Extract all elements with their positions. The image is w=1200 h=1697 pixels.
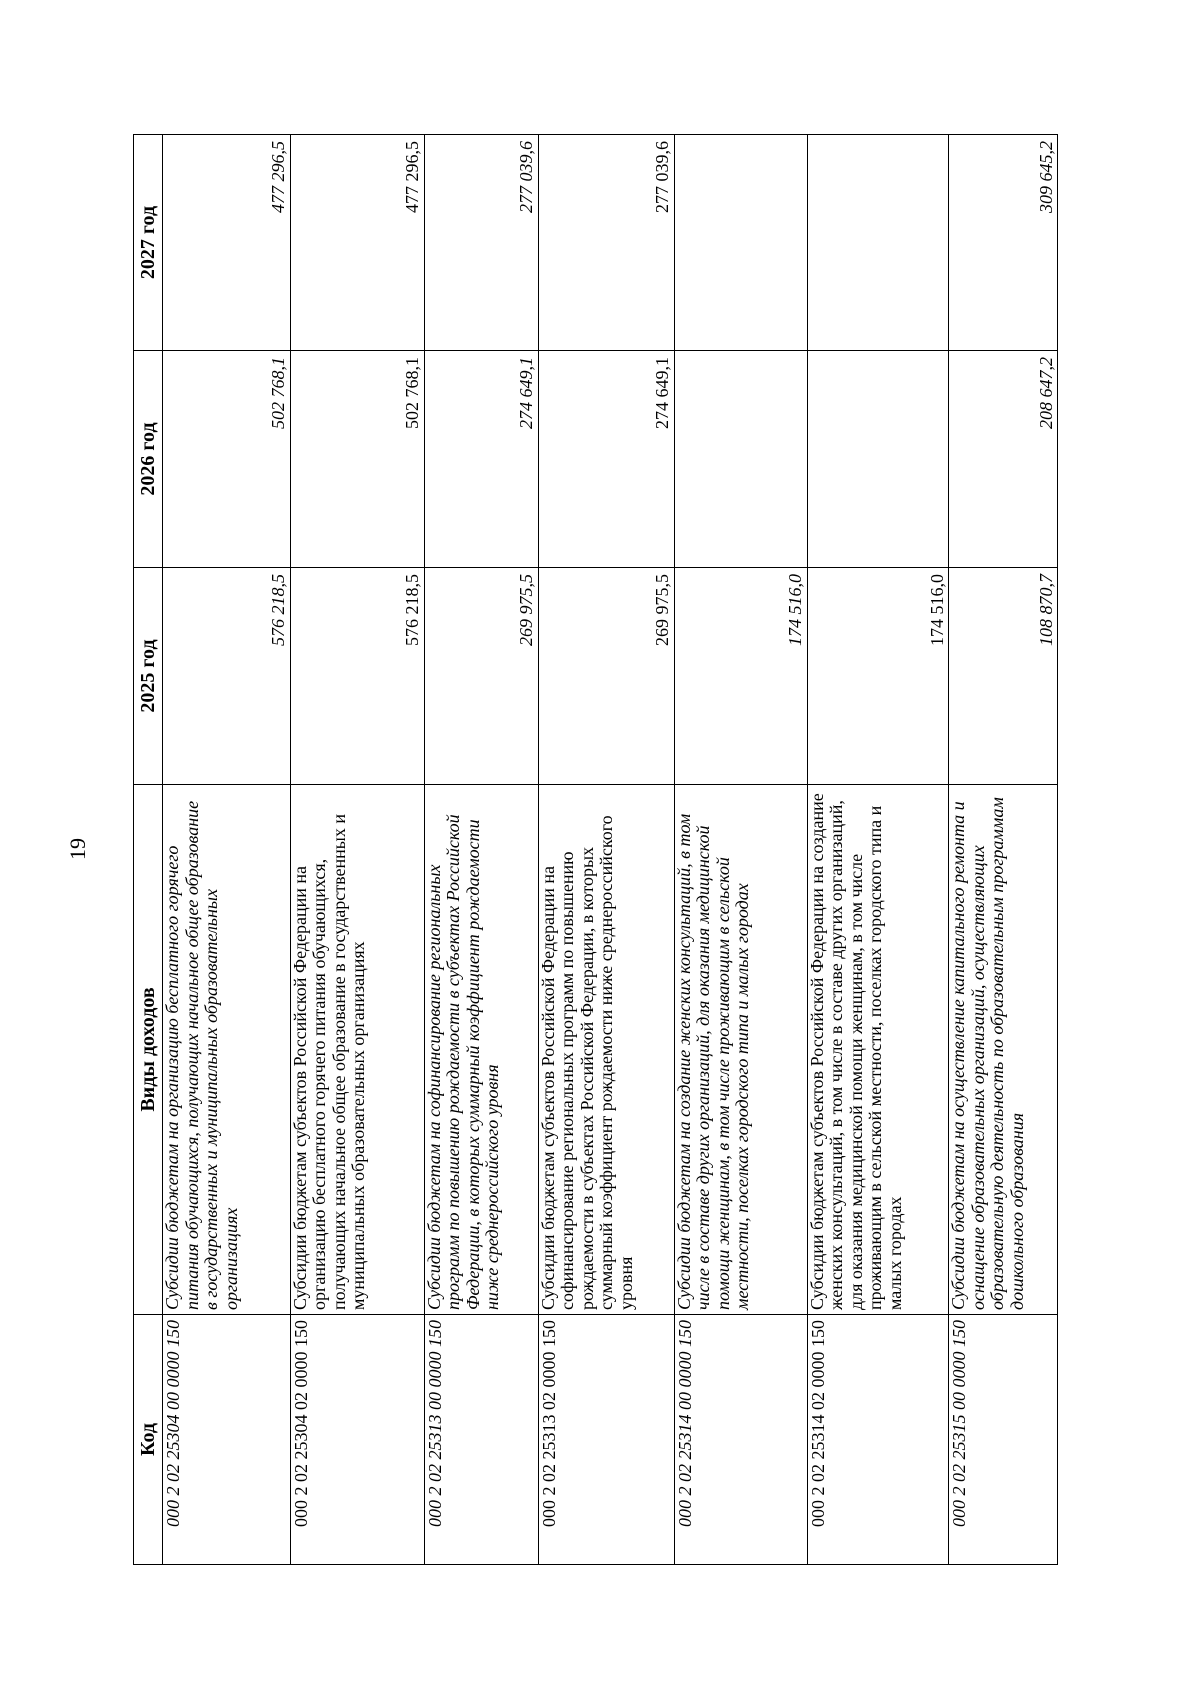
row-value-2027 bbox=[674, 135, 807, 351]
table-header-row bbox=[134, 135, 163, 1565]
table-row bbox=[949, 135, 1058, 1565]
row-value-2026 bbox=[807, 351, 949, 568]
row-value-2027: 477 296,5 bbox=[290, 135, 424, 351]
row-value-2025: 269 975,5 bbox=[424, 568, 538, 785]
row-code: 000 2 02 25314 00 0000 150 bbox=[674, 1315, 807, 1565]
header-code: Код bbox=[134, 1315, 163, 1565]
row-code: 000 2 02 25313 02 0000 150 bbox=[538, 1315, 674, 1565]
row-description: Субсидии бюджетам на организацию бесплатного горячего питания обучающихся, получающих начальное общее образование в государственных и муниципальных образовательных организациях bbox=[163, 785, 291, 1315]
table-row bbox=[290, 135, 424, 1565]
row-value-2026: 274 649,1 bbox=[538, 351, 674, 568]
row-value-2026: 502 768,1 bbox=[163, 351, 291, 568]
rotated-table-container bbox=[133, 135, 1058, 1565]
table-row bbox=[163, 135, 291, 1565]
row-code: 000 2 02 25304 00 0000 150 bbox=[163, 1315, 291, 1565]
row-value-2027: 309 645,2 bbox=[949, 135, 1058, 351]
row-value-2027 bbox=[807, 135, 949, 351]
income-table bbox=[133, 134, 1058, 1565]
row-value-2025: 576 218,5 bbox=[290, 568, 424, 785]
table-row bbox=[674, 135, 807, 1565]
row-description: Субсидии бюджетам на софинансирование региональных программ по повышению рождаемости в субъектах Российской Федерации, в которых суммарный коэффициент рождаемости ниже среднероссийского уровня bbox=[424, 785, 538, 1315]
row-code: 000 2 02 25304 02 0000 150 bbox=[290, 1315, 424, 1565]
row-value-2027: 277 039,6 bbox=[538, 135, 674, 351]
header-description: Виды доходов bbox=[134, 785, 163, 1315]
table-row bbox=[424, 135, 538, 1565]
table-row bbox=[807, 135, 949, 1565]
row-value-2026: 502 768,1 bbox=[290, 351, 424, 568]
row-description: Субсидии бюджетам на создание женских консультаций, в том числе в составе других организаций, для оказания медицинской помощи женщинам, в том числе проживающим в сельской местности, поселках городского типа и малых городах bbox=[674, 785, 807, 1315]
row-value-2026: 274 649,1 bbox=[424, 351, 538, 568]
row-description: Субсидии бюджетам субъектов Российской Федерации на софинансирование региональных программ по повышению рождаемости в субъектах Российской Федерации, в которых суммарный коэффициент рождаемости ниже среднероссийского уровня bbox=[538, 785, 674, 1315]
header-2026: 2026 год bbox=[134, 351, 163, 568]
header-2025: 2025 год bbox=[134, 568, 163, 785]
row-value-2025: 108 870,7 bbox=[949, 568, 1058, 785]
row-value-2026: 208 647,2 bbox=[949, 351, 1058, 568]
row-description: Субсидии бюджетам субъектов Российской Федерации на организацию бесплатного горячего питания обучающихся, получающих начальное общее образование в государственных и муниципальных образовательных организациях bbox=[290, 785, 424, 1315]
row-value-2027: 477 296,5 bbox=[163, 135, 291, 351]
row-code: 000 2 02 25315 00 0000 150 bbox=[949, 1315, 1058, 1565]
row-code: 000 2 02 25314 02 0000 150 bbox=[807, 1315, 949, 1565]
row-value-2026 bbox=[674, 351, 807, 568]
row-description: Субсидии бюджетам субъектов Российской Федерации на создание женских консультаций, в том числе в составе других организаций, для оказания медицинской помощи женщинам, в том числе проживающим в сельской местности, поселках городского типа и малых городах bbox=[807, 785, 949, 1315]
table-row bbox=[538, 135, 674, 1565]
row-value-2025: 269 975,5 bbox=[538, 568, 674, 785]
row-value-2025: 174 516,0 bbox=[807, 568, 949, 785]
page-number: 19 bbox=[65, 838, 90, 860]
row-value-2027: 277 039,6 bbox=[424, 135, 538, 351]
row-description: Субсидии бюджетам на осуществление капитального ремонта и оснащение образовательных организаций, осуществляющих образовательную деятельность по образовательным программам дошкольного образования bbox=[949, 785, 1058, 1315]
row-value-2025: 174 516,0 bbox=[674, 568, 807, 785]
row-code: 000 2 02 25313 00 0000 150 bbox=[424, 1315, 538, 1565]
row-value-2025: 576 218,5 bbox=[163, 568, 291, 785]
header-2027: 2027 год bbox=[134, 135, 163, 351]
